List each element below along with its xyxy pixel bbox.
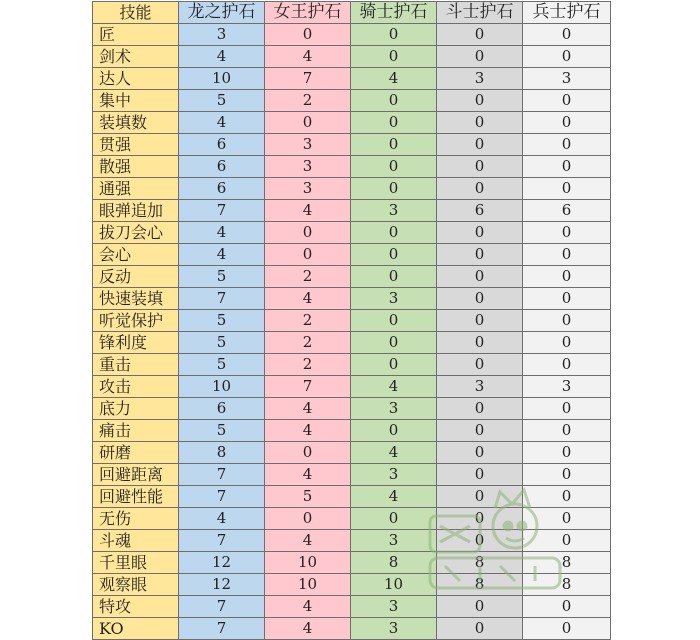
queen-value: 2 (265, 332, 351, 354)
queen-value: 4 (265, 200, 351, 222)
skill-name: 底力 (93, 398, 179, 420)
knight-value: 0 (351, 90, 437, 112)
queen-value: 4 (265, 46, 351, 68)
dragon-value: 6 (179, 398, 265, 420)
skill-name: 剑术 (93, 46, 179, 68)
skill-name: 拔刀会心 (93, 222, 179, 244)
table-row (93, 420, 611, 442)
queen-value: 2 (265, 90, 351, 112)
queen-value: 7 (265, 68, 351, 90)
queen-value: 2 (265, 354, 351, 376)
queen-value: 10 (265, 552, 351, 574)
dragon-value: 4 (179, 222, 265, 244)
soldier-value: 0 (523, 486, 611, 508)
soldier-value: 0 (523, 354, 611, 376)
queen-value: 10 (265, 574, 351, 596)
queen-value: 3 (265, 134, 351, 156)
soldier-value: 0 (523, 156, 611, 178)
table-row (93, 508, 611, 530)
fighter-value: 0 (437, 464, 523, 486)
knight-value: 3 (351, 596, 437, 618)
knight-value: 0 (351, 134, 437, 156)
fighter-value: 0 (437, 310, 523, 332)
queen-value: 0 (265, 24, 351, 46)
soldier-value: 0 (523, 244, 611, 266)
soldier-value: 6 (523, 200, 611, 222)
queen-value: 0 (265, 244, 351, 266)
skill-name: 观察眼 (93, 574, 179, 596)
soldier-value: 0 (523, 288, 611, 310)
dragon-value: 3 (179, 24, 265, 46)
queen-value: 4 (265, 596, 351, 618)
dragon-value: 7 (179, 618, 265, 640)
skill-name: 贯强 (93, 134, 179, 156)
dragon-value: 5 (179, 420, 265, 442)
header-dragon-talisman: 龙之护石 (179, 2, 265, 24)
dragon-value: 6 (179, 178, 265, 200)
skill-name: 锋利度 (93, 332, 179, 354)
skill-name: 回避距离 (93, 464, 179, 486)
soldier-value: 0 (523, 398, 611, 420)
fighter-value: 0 (437, 420, 523, 442)
knight-value: 3 (351, 200, 437, 222)
fighter-value: 0 (437, 618, 523, 640)
fighter-value: 0 (437, 24, 523, 46)
queen-value: 2 (265, 310, 351, 332)
skill-name: 攻击 (93, 376, 179, 398)
dragon-value: 10 (179, 376, 265, 398)
dragon-value: 7 (179, 596, 265, 618)
knight-value: 0 (351, 508, 437, 530)
queen-value: 3 (265, 156, 351, 178)
table-row (93, 486, 611, 508)
soldier-value: 0 (523, 134, 611, 156)
soldier-value: 8 (523, 574, 611, 596)
knight-value: 3 (351, 618, 437, 640)
fighter-value: 8 (437, 552, 523, 574)
table-row (93, 68, 611, 90)
fighter-value: 0 (437, 134, 523, 156)
queen-value: 0 (265, 112, 351, 134)
dragon-value: 5 (179, 310, 265, 332)
knight-value: 0 (351, 46, 437, 68)
skill-name: 研磨 (93, 442, 179, 464)
dragon-value: 4 (179, 244, 265, 266)
skill-name: 听觉保护 (93, 310, 179, 332)
fighter-value: 0 (437, 530, 523, 552)
knight-value: 0 (351, 310, 437, 332)
knight-value: 0 (351, 420, 437, 442)
fighter-value: 3 (437, 376, 523, 398)
table-row (93, 222, 611, 244)
dragon-value: 5 (179, 90, 265, 112)
skill-name: 回避性能 (93, 486, 179, 508)
table-row (93, 200, 611, 222)
dragon-value: 7 (179, 464, 265, 486)
dragon-value: 4 (179, 508, 265, 530)
skill-name: 达人 (93, 68, 179, 90)
queen-value: 2 (265, 266, 351, 288)
table-row (93, 310, 611, 332)
table-row (93, 332, 611, 354)
knight-value: 0 (351, 178, 437, 200)
soldier-value: 0 (523, 90, 611, 112)
dragon-value: 5 (179, 332, 265, 354)
queen-value: 5 (265, 486, 351, 508)
knight-value: 0 (351, 156, 437, 178)
queen-value: 0 (265, 442, 351, 464)
table-row (93, 134, 611, 156)
table-row (93, 90, 611, 112)
dragon-value: 4 (179, 112, 265, 134)
table-row (93, 112, 611, 134)
soldier-value: 0 (523, 618, 611, 640)
soldier-value: 8 (523, 552, 611, 574)
queen-value: 7 (265, 376, 351, 398)
skill-name: 装填数 (93, 112, 179, 134)
soldier-value: 0 (523, 464, 611, 486)
knight-value: 0 (351, 332, 437, 354)
queen-value: 4 (265, 398, 351, 420)
dragon-value: 4 (179, 46, 265, 68)
fighter-value: 0 (437, 596, 523, 618)
fighter-value: 0 (437, 222, 523, 244)
skill-name: 痛击 (93, 420, 179, 442)
fighter-value: 8 (437, 574, 523, 596)
fighter-value: 0 (437, 442, 523, 464)
soldier-value: 0 (523, 530, 611, 552)
dragon-value: 7 (179, 288, 265, 310)
knight-value: 0 (351, 24, 437, 46)
skill-name: 眼弹追加 (93, 200, 179, 222)
queen-value: 4 (265, 618, 351, 640)
table-row (93, 288, 611, 310)
fighter-value: 0 (437, 90, 523, 112)
knight-value: 3 (351, 464, 437, 486)
queen-value: 0 (265, 222, 351, 244)
soldier-value: 0 (523, 178, 611, 200)
fighter-value: 0 (437, 508, 523, 530)
fighter-value: 0 (437, 354, 523, 376)
fighter-value: 0 (437, 288, 523, 310)
fighter-value: 0 (437, 46, 523, 68)
soldier-value: 0 (523, 508, 611, 530)
skill-name: 重击 (93, 354, 179, 376)
skill-name: 会心 (93, 244, 179, 266)
fighter-value: 0 (437, 244, 523, 266)
fighter-value: 0 (437, 266, 523, 288)
soldier-value: 0 (523, 310, 611, 332)
fighter-value: 0 (437, 398, 523, 420)
table-row (93, 442, 611, 464)
fighter-value: 0 (437, 486, 523, 508)
soldier-value: 0 (523, 442, 611, 464)
header-fighter-talisman: 斗士护石 (437, 2, 523, 24)
talisman-skill-table (92, 1, 611, 640)
table-row (93, 266, 611, 288)
knight-value: 0 (351, 244, 437, 266)
table-row (93, 156, 611, 178)
dragon-value: 8 (179, 442, 265, 464)
table-row (93, 574, 611, 596)
fighter-value: 6 (437, 200, 523, 222)
table-row (93, 24, 611, 46)
knight-value: 4 (351, 68, 437, 90)
skill-name: 匠 (93, 24, 179, 46)
dragon-value: 7 (179, 486, 265, 508)
table-row (93, 398, 611, 420)
knight-value: 8 (351, 552, 437, 574)
knight-value: 10 (351, 574, 437, 596)
soldier-value: 0 (523, 222, 611, 244)
table-row (93, 618, 611, 640)
header-queen-talisman: 女王护石 (265, 2, 351, 24)
queen-value: 4 (265, 288, 351, 310)
skill-name: 集中 (93, 90, 179, 112)
skill-name: 斗魂 (93, 530, 179, 552)
dragon-value: 7 (179, 530, 265, 552)
table-row (93, 376, 611, 398)
soldier-value: 0 (523, 24, 611, 46)
skill-name: 特攻 (93, 596, 179, 618)
dragon-value: 10 (179, 68, 265, 90)
soldier-value: 0 (523, 112, 611, 134)
soldier-value: 0 (523, 266, 611, 288)
knight-value: 4 (351, 486, 437, 508)
header-knight-talisman: 骑士护石 (351, 2, 437, 24)
knight-value: 0 (351, 354, 437, 376)
dragon-value: 5 (179, 266, 265, 288)
header-row (93, 2, 611, 24)
fighter-value: 3 (437, 68, 523, 90)
queen-value: 3 (265, 178, 351, 200)
queen-value: 0 (265, 508, 351, 530)
soldier-value: 0 (523, 332, 611, 354)
fighter-value: 0 (437, 178, 523, 200)
skill-name: 散强 (93, 156, 179, 178)
queen-value: 4 (265, 420, 351, 442)
soldier-value: 0 (523, 420, 611, 442)
knight-value: 0 (351, 266, 437, 288)
table-row (93, 244, 611, 266)
fighter-value: 0 (437, 112, 523, 134)
header-soldier-talisman: 兵士护石 (523, 2, 611, 24)
soldier-value: 3 (523, 68, 611, 90)
knight-value: 3 (351, 398, 437, 420)
skill-name: 通强 (93, 178, 179, 200)
knight-value: 0 (351, 112, 437, 134)
dragon-value: 6 (179, 156, 265, 178)
table-row (93, 354, 611, 376)
queen-value: 4 (265, 464, 351, 486)
soldier-value: 3 (523, 376, 611, 398)
table-row (93, 552, 611, 574)
dragon-value: 6 (179, 134, 265, 156)
table-row (93, 46, 611, 68)
dragon-value: 12 (179, 552, 265, 574)
soldier-value: 0 (523, 596, 611, 618)
soldier-value: 0 (523, 46, 611, 68)
knight-value: 3 (351, 288, 437, 310)
skill-name: 千里眼 (93, 552, 179, 574)
queen-value: 4 (265, 530, 351, 552)
table-row (93, 464, 611, 486)
dragon-value: 7 (179, 200, 265, 222)
skill-name: 快速装填 (93, 288, 179, 310)
header-skill: 技能 (93, 2, 179, 24)
table-row (93, 530, 611, 552)
fighter-value: 0 (437, 156, 523, 178)
dragon-value: 12 (179, 574, 265, 596)
table-row (93, 178, 611, 200)
knight-value: 4 (351, 376, 437, 398)
table-row (93, 596, 611, 618)
skill-name: 反动 (93, 266, 179, 288)
knight-value: 4 (351, 442, 437, 464)
skill-name: 无伤 (93, 508, 179, 530)
knight-value: 0 (351, 222, 437, 244)
knight-value: 3 (351, 530, 437, 552)
fighter-value: 0 (437, 332, 523, 354)
skill-name: KO (93, 618, 179, 640)
dragon-value: 5 (179, 354, 265, 376)
